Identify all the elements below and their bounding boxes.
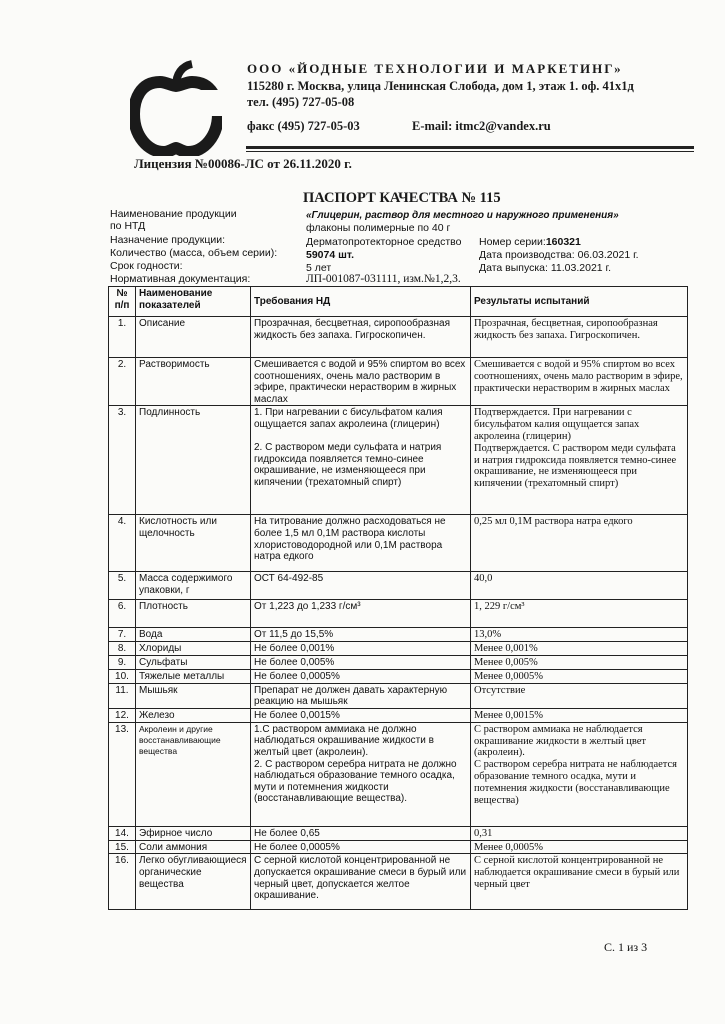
purpose-value: Дерматопротекторное средство [306, 236, 462, 248]
table-row [109, 840, 688, 854]
table-row [109, 628, 688, 642]
row-num: 2. [109, 358, 136, 406]
row-num: 1. [109, 317, 136, 358]
table-row [109, 683, 688, 708]
row-result: 0,25 мл 0,1М раствора натра едкого [471, 515, 688, 572]
row-requirement: Не более 0,65 [251, 826, 471, 840]
shelf-life-label: Срок годности: [110, 260, 183, 272]
row-indicator: Соли аммония [136, 840, 251, 854]
row-requirement: Не более 0,0015% [251, 708, 471, 722]
row-num: 11. [109, 683, 136, 708]
row-num: 3. [109, 406, 136, 515]
row-num: 6. [109, 600, 136, 628]
row-indicator: Эфирное число [136, 826, 251, 840]
row-requirement: Препарат не должен давать характерную реакцию на мышьяк [251, 683, 471, 708]
row-indicator: Мышьяк [136, 683, 251, 708]
row-requirement: От 1,223 до 1,233 г/см³ [251, 600, 471, 628]
row-result: Менее 0,001% [471, 642, 688, 656]
row-result: Подтверждается. При нагревании с бисульфатом калия ощущается запах акролеина (глицерин) Подтверждается. С раствором меди сульфата и натрия гидроксида появляется темно-синее окрашивание, не изменяющееся при кипячении (трехатомный спирт) [471, 406, 688, 515]
row-result: Менее 0,005% [471, 655, 688, 669]
table-header-row [109, 287, 688, 317]
table-row [109, 572, 688, 600]
table-row [109, 515, 688, 572]
row-indicator: Хлориды [136, 642, 251, 656]
quantity-value: 59074 шт. [306, 249, 355, 261]
table-row [109, 854, 688, 910]
series-label-text: Номер серии: [479, 236, 546, 248]
header-rule-thick [246, 146, 694, 149]
series-value: 160321 [545, 236, 581, 248]
row-num: 12. [109, 708, 136, 722]
row-num: 8. [109, 642, 136, 656]
company-logo [130, 60, 222, 156]
row-indicator: Масса содержимого упаковки, г [136, 572, 251, 600]
row-indicator: Описание [136, 317, 251, 358]
row-result: 13,0% [471, 628, 688, 642]
row-indicator: Железо [136, 708, 251, 722]
row-num: 16. [109, 854, 136, 910]
row-result: Отсутствие [471, 683, 688, 708]
table-row [109, 406, 688, 515]
row-requirement: Не более 0,001% [251, 642, 471, 656]
row-result: Менее 0,0005% [471, 840, 688, 854]
table-row [109, 358, 688, 406]
normative-value: ЛП-001087-031111, изм.№1,2,3. [306, 273, 461, 285]
row-requirement: 1.С раствором аммиака не должно наблюдаться окрашивание жидкости в желтый цвет (акролеин). 2. С раствором серебра нитрата не должно наблюдаться образование темного осадка, мути и потемнения жидкости (восстанавливающие вещества). [251, 722, 471, 826]
header-results: Результаты испытаний [471, 287, 688, 317]
production-date: Дата производства: 06.03.2021 г. [479, 249, 639, 261]
row-num: 9. [109, 655, 136, 669]
table-row [109, 708, 688, 722]
row-result: Менее 0,0005% [471, 669, 688, 683]
shelf-life-value: 5 лет [306, 262, 332, 274]
row-num: 13. [109, 722, 136, 826]
table-row [109, 600, 688, 628]
document-title: ПАСПОРТ КАЧЕСТВА № 115 [303, 190, 501, 206]
company-email: E-mail: itmc2@vandex.ru [412, 119, 551, 133]
table-row [109, 722, 688, 826]
row-requirement: 1. При нагревании с бисульфатом калия ощущается запах акролеина (глицерин) 2. С раствором меди сульфата и натрия гидроксида появляется темно-синее окрашивание, не изменяющееся при кипячении (трехатомный спирт) [251, 406, 471, 515]
row-requirement: ОСТ 64-492-85 [251, 572, 471, 600]
row-requirement: Не более 0,005% [251, 655, 471, 669]
row-result: Менее 0,0015% [471, 708, 688, 722]
company-name: ООО «ЙОДНЫЕ ТЕХНОЛОГИИ И МАРКЕТИНГ» [247, 61, 623, 76]
row-requirement: Смешивается с водой и 95% спиртом во всех соотношениях, очень мало растворим в эфире, практически нерастворим в жирных маслах [251, 358, 471, 406]
row-indicator: Вода [136, 628, 251, 642]
row-indicator: Акролеин и другие восстанавливающие вещества [136, 722, 251, 826]
header-rule-thin [246, 151, 694, 152]
row-result: Смешивается с водой и 95% спиртом во всех соотношениях, очень мало растворим в эфире, практически нерастворим в жирных маслах [471, 358, 688, 406]
release-date: Дата выпуска: 11.03.2021 г. [479, 262, 612, 274]
purpose-label: Назначение продукции: [110, 234, 226, 246]
row-num: 14. [109, 826, 136, 840]
row-result: С серной кислотой концентрированной не наблюдается окрашивание смеси в бурый или черный цвет [471, 854, 688, 910]
row-num: 10. [109, 669, 136, 683]
company-address: 115280 г. Москва, улица Ленинская Слобода, дом 1, этаж 1. оф. 41х1д [247, 79, 634, 93]
license-line: Лицензия №00086-ЛС от 26.11.2020 г. [134, 156, 352, 171]
row-num: 7. [109, 628, 136, 642]
table-row [109, 669, 688, 683]
table-row [109, 655, 688, 669]
quantity-label: Количество (масса, объем серии): [110, 247, 278, 259]
product-label-1: Наименование продукции [110, 208, 237, 220]
product-label-2: по НТД [110, 220, 146, 232]
normative-label: Нормативная документация: [110, 273, 251, 285]
row-indicator: Сульфаты [136, 655, 251, 669]
company-phone: тел. (495) 727-05-08 [247, 95, 355, 109]
row-requirement: С серной кислотой концентрированной не допускается окрашивание смеси в бурый или черный цвет, допускается желтое окрашивание. [251, 854, 471, 910]
row-indicator: Тяжелые металлы [136, 669, 251, 683]
row-num: 15. [109, 840, 136, 854]
table-row [109, 642, 688, 656]
product-value-2: флаконы полимерные по 40 г [306, 222, 451, 234]
quality-table [108, 286, 688, 910]
row-result: С раствором аммиака не наблюдается окрашивание жидкости в желтый цвет (акролеин). С раствором серебра нитрата не наблюдается образование темного осадка, мути и потемнения жидкости (восстанавливающие вещества) [471, 722, 688, 826]
row-requirement: От 11,5 до 15,5% [251, 628, 471, 642]
row-requirement: На титрование должно расходоваться не более 1,5 мл 0,1М раствора кислоты хлористоводородной или 0,1М раствора натра едкого [251, 515, 471, 572]
row-num: 5. [109, 572, 136, 600]
page-number: С. 1 из 3 [604, 940, 648, 954]
row-indicator: Растворимость [136, 358, 251, 406]
row-result: 40,0 [471, 572, 688, 600]
row-indicator: Легко обугливающиеся органические вещества [136, 854, 251, 910]
table-row [109, 826, 688, 840]
row-indicator: Подлинность [136, 406, 251, 515]
row-requirement: Прозрачная, бесцветная, сиропообразная жидкость без запаха. Гигроскопичен. [251, 317, 471, 358]
row-requirement: Не более 0,0005% [251, 669, 471, 683]
company-fax: факс (495) 727-05-03 [247, 119, 360, 133]
header-num: № п/п [109, 287, 136, 317]
row-result: 1, 229 г/см³ [471, 600, 688, 628]
row-num: 4. [109, 515, 136, 572]
series-label [479, 236, 581, 248]
table-row [109, 317, 688, 358]
header-name: Наименование показателей [136, 287, 251, 317]
row-result: Прозрачная, бесцветная, сиропообразная жидкость без запаха. Гигроскопичен. [471, 317, 688, 358]
row-indicator: Кислотность или щелочность [136, 515, 251, 572]
product-value-1: «Глицерин, раствор для местного и наружного применения» [306, 210, 619, 221]
row-result: 0,31 [471, 826, 688, 840]
header-requirements: Требования НД [251, 287, 471, 317]
row-indicator: Плотность [136, 600, 251, 628]
row-requirement: Не более 0,0005% [251, 840, 471, 854]
